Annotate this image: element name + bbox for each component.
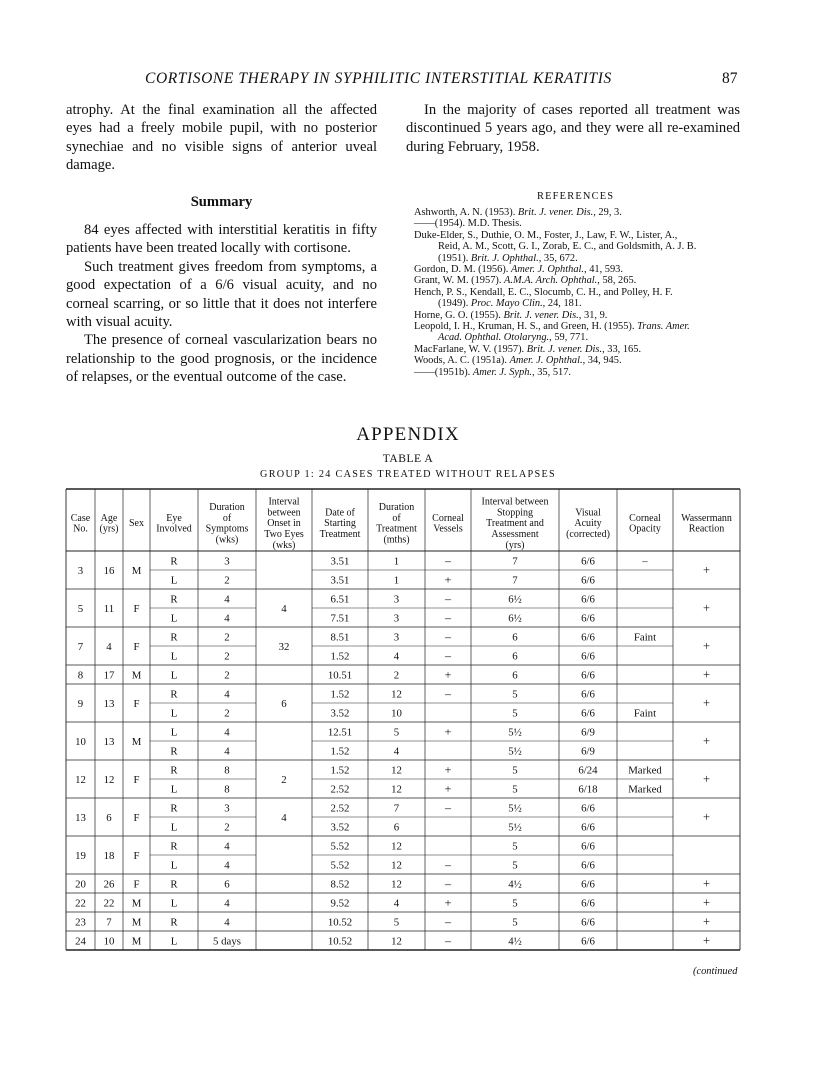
assessment-interval: 5: [512, 840, 518, 853]
reference-journal: Brit. J. Ophthal.: [470, 252, 539, 264]
visual-acuity: 6/6: [581, 935, 595, 948]
reference-journal: A.M.A. Arch. Ophthal.: [504, 275, 598, 287]
reference-text: Woods, A. C. (1951a).: [414, 355, 510, 367]
visual-acuity: 6/9: [581, 726, 595, 739]
symptom-duration: 2: [224, 574, 230, 587]
treatment-duration: 10: [391, 707, 402, 720]
eye-involved: R: [170, 745, 178, 758]
column-header: (mths): [383, 534, 410, 546]
case-sex: M: [131, 565, 142, 577]
assessment-interval: 4½: [508, 878, 522, 891]
symptom-duration: 2: [224, 631, 230, 644]
reference-text: Gordon, D. M. (1956).: [414, 264, 511, 276]
assessment-interval: 5: [512, 897, 518, 910]
symptom-duration: 4: [224, 726, 230, 739]
assessment-interval: 6: [512, 650, 518, 663]
column-header: Treatment and: [486, 518, 544, 530]
assessment-interval: 6½: [508, 593, 522, 606]
onset-interval: 4: [281, 603, 287, 615]
eye-involved: L: [170, 707, 178, 720]
symptom-duration: 4: [224, 593, 230, 606]
treatment-duration: 4: [393, 650, 400, 663]
case-number: 20: [75, 878, 86, 891]
column-header: Wassermann: [681, 512, 732, 524]
corneal-vessels: +: [444, 572, 452, 587]
reference-journal: Acad. Ophthal. Otolaryng.: [438, 332, 550, 344]
treatment-start-date: 10.51: [327, 669, 353, 682]
case-number: 10: [75, 736, 86, 748]
reference-volume: , 29, 3.: [593, 207, 622, 218]
treatment-duration: 3: [393, 631, 400, 644]
paragraph: The presence of corneal vascularization bears no relationship to the good prognosis, or the incidence of relapses, or the eventual outcome of the case.: [66, 332, 377, 386]
corneal-vessels: +: [444, 667, 452, 682]
corneal-vessels: –: [445, 686, 451, 701]
symptom-duration: 2: [224, 650, 230, 663]
assessment-interval: 5½: [508, 745, 522, 758]
wassermann-reaction: +: [702, 601, 711, 615]
corneal-vessels: +: [444, 895, 452, 910]
treatment-start-date: 1.52: [330, 650, 350, 663]
reference-volume: , 31, 9.: [578, 309, 608, 321]
onset-interval: 4: [281, 812, 287, 824]
treatment-duration: 3: [393, 612, 400, 625]
visual-acuity: 6/6: [581, 593, 595, 606]
eye-involved: R: [170, 631, 178, 644]
reference-text: (1949).: [438, 298, 471, 310]
eye-involved: R: [170, 593, 178, 606]
treatment-start-date: 12.51: [327, 726, 353, 739]
corneal-opacity: Faint: [633, 707, 657, 720]
column-header: Assessment: [491, 529, 539, 540]
corneal-opacity: Marked: [628, 783, 662, 796]
case-sex: F: [133, 698, 140, 710]
treatment-duration: 4: [393, 745, 400, 758]
treatment-duration: 4: [393, 897, 400, 910]
column-header: (corrected): [566, 529, 610, 540]
treatment-duration: 3: [393, 593, 400, 606]
reference-text: Hench, P. S., Kendall, E. C., Slocumb, C. H., and Polley, H. F.: [414, 286, 673, 298]
assessment-interval: 7: [512, 555, 518, 568]
symptom-duration: 4: [224, 688, 230, 701]
column-header: Onset in: [267, 518, 301, 530]
case-age: 12: [103, 774, 115, 786]
reference-text: Duke-Elder, S., Duthie, O. M., Foster, J., Law, F. W., Lister, A.,: [414, 229, 678, 241]
visual-acuity: 6/6: [581, 878, 595, 891]
column-header: Eye: [166, 512, 182, 524]
treatment-start-date: 8.51: [330, 631, 350, 644]
eye-involved: L: [170, 650, 178, 663]
treatment-start-date: 3.51: [330, 555, 350, 568]
treatment-start-date: 5.52: [330, 840, 350, 853]
column-header: Involved: [156, 523, 192, 535]
wassermann-reaction: +: [702, 639, 711, 653]
treatment-duration: 12: [391, 859, 402, 872]
reference-volume: , 33, 165.: [602, 343, 642, 355]
reference-journal: Proc. Mayo Clin.: [470, 298, 543, 310]
case-number: 7: [77, 641, 84, 653]
corneal-vessels: +: [444, 724, 452, 739]
column-header: Date of: [325, 507, 355, 519]
treatment-start-date: 10.52: [327, 916, 353, 929]
assessment-interval: 5: [512, 688, 518, 701]
page-number: 87: [722, 70, 738, 87]
symptom-duration: 4: [224, 745, 230, 758]
symptom-duration: 4: [224, 916, 230, 929]
eye-involved: R: [170, 688, 178, 701]
case-age: 22: [103, 897, 115, 910]
corneal-vessels: –: [445, 591, 451, 606]
visual-acuity: 6/6: [581, 574, 595, 587]
treatment-duration: 12: [391, 935, 402, 948]
case-age: 6: [106, 812, 112, 824]
treatment-start-date: 9.52: [330, 897, 350, 910]
column-header: Acuity: [574, 518, 602, 530]
reference-journal: Amer. J. Syph.: [472, 366, 533, 378]
case-number: 8: [77, 669, 84, 682]
column-header: Age: [100, 512, 118, 524]
column-header: Treatment: [319, 529, 361, 540]
reference-volume: , 35, 517.: [532, 366, 571, 378]
column-header: between: [267, 507, 301, 519]
visual-acuity: 6/6: [581, 802, 595, 815]
onset-interval: 2: [281, 774, 287, 786]
column-header: of: [392, 512, 401, 524]
column-header: Starting: [324, 518, 356, 530]
treatment-duration: 12: [391, 783, 402, 796]
symptom-duration: 5 days: [213, 935, 241, 948]
running-title: CORTISONE THERAPY IN SYPHILITIC INTERSTITIAL KERATITIS: [145, 70, 612, 87]
column-header: (wks): [272, 539, 296, 551]
corneal-vessels: –: [445, 629, 451, 644]
visual-acuity: 6/6: [581, 821, 595, 834]
eye-involved: L: [170, 574, 178, 587]
assessment-interval: 5: [512, 783, 518, 796]
column-header: Reaction: [688, 523, 725, 535]
corneal-vessels: –: [445, 648, 451, 663]
eye-involved: R: [170, 555, 178, 568]
reference-text: Reid, A. M., Scott, G. I., Zorab, E. C., and Goldsmith, A. J. B.: [438, 241, 697, 253]
case-age: 26: [103, 878, 115, 891]
reference-journal: Amer. J. Ophthal.: [510, 264, 584, 276]
reference-journal: Trans. Amer.: [637, 321, 690, 333]
reference-volume: , 41, 593.: [584, 264, 623, 276]
treatment-start-date: 1.52: [330, 745, 350, 758]
treatment-start-date: 1.52: [330, 764, 350, 777]
symptom-duration: 8: [224, 783, 230, 796]
wassermann-reaction: +: [702, 914, 711, 929]
reference-journal: Amer. J. Ophthal.: [509, 355, 583, 367]
column-header: Symptoms: [205, 523, 249, 535]
case-number: 13: [75, 812, 86, 824]
reference-text: ——(1954). M.D. Thesis.: [414, 218, 522, 230]
treatment-duration: 1: [393, 555, 400, 568]
eye-involved: L: [170, 669, 178, 682]
paragraph: In the majority of cases reported all treatment was discontinued 5 years ago, and they were all re-examined during February, 1958.: [406, 102, 740, 155]
eye-involved: L: [170, 821, 178, 834]
treatment-start-date: 2.52: [330, 783, 350, 796]
corneal-vessels: –: [445, 800, 451, 815]
symptom-duration: 4: [224, 612, 230, 625]
symptom-duration: 3: [224, 802, 230, 815]
treatment-duration: 12: [391, 840, 402, 853]
reference-journal: Brit. J. vener. Dis.: [517, 207, 594, 218]
reference-volume: , 58, 265.: [597, 275, 637, 287]
reference-text: Horne, G. O. (1955).: [414, 309, 504, 321]
case-sex: F: [133, 850, 140, 862]
wassermann-reaction: +: [702, 876, 711, 891]
corneal-vessels: –: [445, 914, 451, 929]
visual-acuity: 6/6: [581, 650, 595, 663]
case-number: 24: [75, 935, 86, 948]
reference-journal: Brit. J. vener. Dis.: [503, 309, 579, 321]
column-header: No.: [73, 523, 88, 535]
reference-volume: , 59, 771.: [549, 332, 589, 344]
treatment-duration: 5: [393, 916, 400, 929]
eye-involved: L: [170, 612, 178, 625]
wassermann-reaction: +: [702, 772, 711, 786]
reference-text: ——(1951b).: [414, 366, 473, 378]
case-sex: M: [131, 916, 142, 929]
reference-text: Ashworth, A. N. (1953).: [414, 207, 518, 218]
case-sex: M: [131, 669, 142, 682]
onset-interval: 6: [281, 698, 287, 710]
eye-involved: L: [170, 935, 178, 948]
wassermann-reaction: +: [702, 563, 711, 577]
treatment-start-date: 6.51: [330, 593, 350, 606]
visual-acuity: 6/6: [581, 631, 595, 644]
visual-acuity: 6/9: [581, 745, 595, 758]
corneal-vessels: +: [444, 762, 452, 777]
table-label: TABLE A: [382, 452, 434, 465]
column-header: Vessels: [433, 523, 463, 535]
column-header: Two Eyes: [264, 529, 304, 540]
column-header: Interval between: [481, 496, 549, 508]
symptom-duration: 2: [224, 669, 230, 682]
eye-involved: L: [170, 859, 178, 872]
assessment-interval: 5: [512, 859, 518, 872]
visual-acuity: 6/6: [581, 669, 595, 682]
assessment-interval: 6: [512, 631, 518, 644]
corneal-opacity: Faint: [633, 631, 657, 644]
symptom-duration: 3: [224, 555, 230, 568]
case-age: 13: [103, 736, 115, 748]
visual-acuity: 6/24: [578, 764, 598, 777]
assessment-interval: 5: [512, 764, 518, 777]
case-sex: M: [131, 736, 142, 748]
assessment-interval: 5½: [508, 726, 522, 739]
treatment-start-date: 8.52: [330, 878, 350, 891]
symptom-duration: 4: [224, 897, 230, 910]
case-age: 17: [103, 669, 115, 682]
visual-acuity: 6/6: [581, 916, 595, 929]
column-header: Corneal: [432, 512, 464, 524]
eye-involved: R: [170, 764, 178, 777]
column-header: of: [222, 512, 232, 524]
case-age: 13: [103, 698, 115, 710]
column-header: Visual: [575, 507, 601, 519]
symptom-duration: 6: [224, 878, 230, 891]
wassermann-reaction: +: [702, 667, 711, 682]
case-sex: F: [133, 878, 140, 891]
summary-heading: Summary: [190, 193, 253, 210]
visual-acuity: 6/6: [581, 840, 595, 853]
visual-acuity: 6/6: [581, 897, 595, 910]
reference-text: Grant, W. M. (1957).: [414, 275, 505, 287]
case-age: 10: [103, 935, 115, 948]
case-age: 4: [106, 641, 112, 653]
treatment-duration: 2: [393, 669, 400, 682]
treatment-start-date: 3.52: [330, 707, 350, 720]
treatment-start-date: 1.52: [330, 688, 350, 701]
paragraph: atrophy. At the final examination all the affected eyes had a freely mobile pupil, with no posterior synechiae and no visible signs of anterior uveal damage.: [66, 102, 377, 174]
eye-involved: R: [170, 878, 178, 891]
case-number: 5: [77, 603, 84, 615]
eye-involved: R: [170, 916, 178, 929]
case-number: 19: [75, 850, 86, 862]
assessment-interval: 7: [512, 574, 518, 587]
case-age: 16: [103, 565, 115, 577]
eye-involved: R: [170, 840, 178, 853]
column-header: (yrs): [99, 523, 119, 535]
corneal-vessels: –: [445, 857, 451, 872]
symptom-duration: 4: [224, 840, 230, 853]
column-header: Case: [70, 512, 91, 524]
reference-volume: , 24, 181.: [542, 298, 582, 310]
assessment-interval: 5: [512, 916, 518, 929]
paragraph: Such treatment gives freedom from symptoms, a good expectation of a 6/6 visual acuity, and no corneal scarring, or so little that it does not interfere with visual acuity.: [66, 258, 377, 331]
eye-involved: L: [170, 783, 178, 796]
case-sex: F: [133, 641, 140, 653]
assessment-interval: 6: [512, 669, 518, 682]
case-number: 9: [77, 698, 84, 710]
column-header: (wks): [215, 534, 239, 546]
references-heading: REFERENCES: [537, 191, 615, 202]
case-number: 22: [75, 897, 86, 910]
corneal-vessels: –: [445, 610, 451, 625]
treatment-start-date: 5.52: [330, 859, 350, 872]
visual-acuity: 6/6: [581, 688, 595, 701]
case-age: 18: [103, 850, 115, 862]
eye-involved: R: [170, 802, 178, 815]
column-header: Duration: [209, 502, 245, 513]
column-header: Treatment: [376, 523, 417, 535]
treatment-duration: 7: [393, 802, 400, 815]
case-sex: M: [131, 935, 142, 948]
treatment-duration: 5: [393, 726, 400, 739]
treatment-duration: 12: [391, 878, 402, 891]
case-sex: M: [131, 897, 142, 910]
reference-volume: , 34, 945.: [582, 355, 622, 367]
treatment-start-date: 2.52: [330, 802, 350, 815]
case-number: 23: [75, 916, 86, 929]
treatment-duration: 12: [391, 764, 402, 777]
appendix-heading: APPENDIX: [356, 424, 460, 445]
continued-note: (continued: [693, 966, 738, 977]
reference-text: MacFarlane, W. V. (1957).: [414, 343, 527, 355]
symptom-duration: 2: [224, 821, 230, 834]
case-number: 3: [77, 565, 84, 577]
eye-involved: L: [170, 726, 178, 739]
symptom-duration: 8: [224, 764, 230, 777]
reference-journal: Brit. J. vener. Dis.: [526, 343, 603, 355]
symptom-duration: 2: [224, 707, 230, 720]
assessment-interval: 4½: [508, 935, 522, 948]
column-header: Sex: [129, 518, 144, 530]
onset-interval: 32: [278, 641, 290, 653]
case-age: 7: [106, 916, 112, 929]
treatment-start-date: 7.51: [330, 612, 350, 625]
visual-acuity: 6/18: [578, 783, 598, 796]
column-header: Stopping: [496, 507, 534, 519]
group-title: GROUP 1: 24 CASES TREATED WITHOUT RELAPSES: [260, 469, 556, 480]
assessment-interval: 6½: [508, 612, 522, 625]
corneal-vessels: –: [445, 876, 451, 891]
treatment-start-date: 3.52: [330, 821, 350, 834]
treatment-start-date: 10.52: [327, 935, 353, 948]
case-number: 12: [75, 774, 86, 786]
case-sex: F: [133, 812, 140, 824]
treatment-duration: 1: [393, 574, 400, 587]
assessment-interval: 5½: [508, 821, 522, 834]
reference-text: Leopold, I. H., Kruman, H. S., and Green, H. (1955).: [414, 321, 638, 333]
assessment-interval: 5½: [508, 802, 522, 815]
eye-involved: L: [170, 897, 178, 910]
visual-acuity: 6/6: [581, 707, 595, 720]
paragraph: 84 eyes affected with interstitial keratitis in fifty patients have been treated locally with cortisone.: [66, 222, 377, 257]
column-header: Interval: [268, 496, 300, 508]
wassermann-reaction: +: [702, 933, 711, 948]
corneal-vessels: +: [444, 781, 452, 796]
column-header: Duration: [378, 502, 415, 513]
treatment-duration: 6: [393, 821, 400, 834]
symptom-duration: 4: [224, 859, 230, 872]
case-age: 11: [103, 603, 115, 615]
corneal-vessels: –: [445, 933, 451, 948]
wassermann-reaction: +: [702, 810, 711, 824]
visual-acuity: 6/6: [581, 612, 595, 625]
wassermann-reaction: +: [702, 696, 711, 710]
corneal-opacity: –: [642, 555, 648, 568]
treatment-start-date: 3.51: [330, 574, 350, 587]
reference-text: (1951).: [438, 252, 471, 264]
visual-acuity: 6/6: [581, 555, 595, 568]
case-sex: F: [133, 774, 140, 786]
column-header: Corneal: [629, 512, 661, 524]
corneal-opacity: Marked: [628, 764, 662, 777]
wassermann-reaction: +: [702, 734, 711, 748]
column-header: Opacity: [629, 523, 661, 535]
column-header: (yrs): [505, 539, 525, 551]
visual-acuity: 6/6: [581, 859, 595, 872]
assessment-interval: 5: [512, 707, 518, 720]
wassermann-reaction: +: [702, 895, 711, 910]
treatment-duration: 12: [391, 688, 402, 701]
case-sex: F: [133, 603, 140, 615]
corneal-vessels: –: [445, 553, 451, 568]
reference-volume: , 35, 672.: [538, 252, 578, 264]
